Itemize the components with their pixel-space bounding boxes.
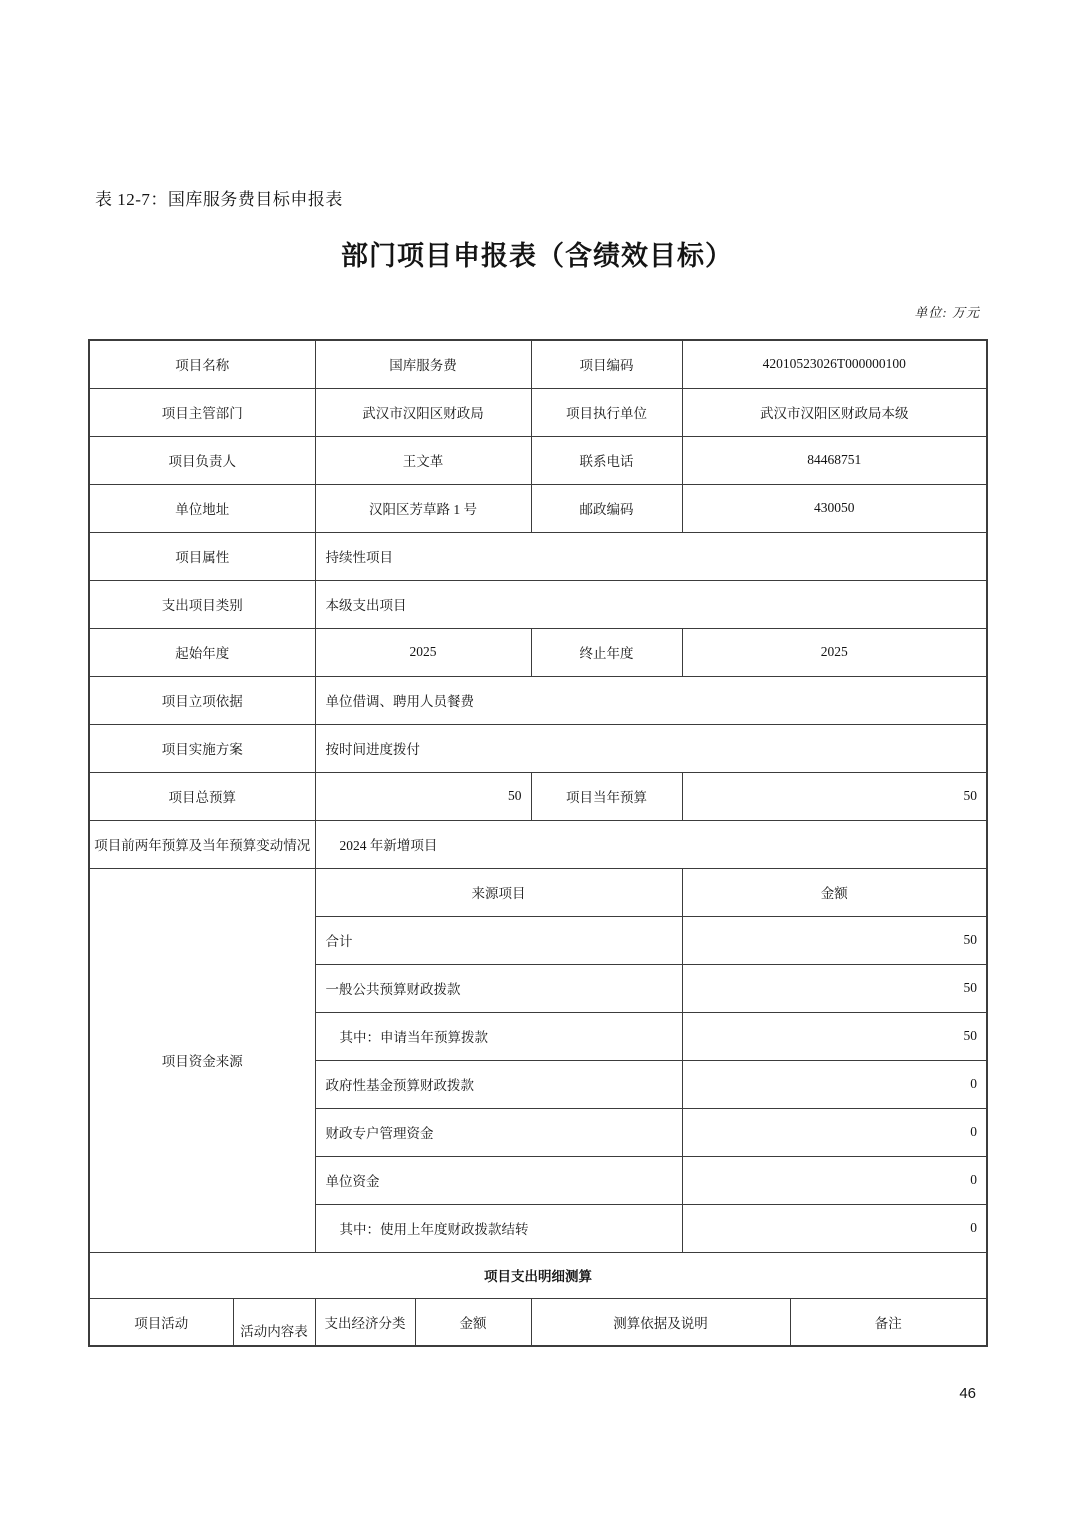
responsible-person-label: 项目负责人: [89, 436, 315, 484]
detail-header-economic-class: 支出经济分类: [315, 1298, 415, 1346]
detail-header-amount: 金额: [415, 1298, 531, 1346]
basis-row-implementation: [89, 724, 987, 772]
project-attribute-value: 持续性项目: [315, 532, 987, 580]
current-year-budget-label: 项目当年预算: [531, 772, 682, 820]
funding-row-amount: 50: [682, 916, 987, 964]
funding-row-source: 一般公共预算财政拨款: [315, 964, 682, 1012]
funding-amount-col-header: 金额: [682, 868, 987, 916]
address-label: 单位地址: [89, 484, 315, 532]
funding-row-source: 其中：使用上年度财政拨款结转: [315, 1204, 682, 1252]
info-row-address: [89, 484, 987, 532]
page-number: 46: [959, 1385, 976, 1402]
funding-row-source: 政府性基金预算财政拨款: [315, 1060, 682, 1108]
total-budget-label: 项目总预算: [89, 772, 315, 820]
expense-category-value: 本级支出项目: [315, 580, 987, 628]
project-code-label: 项目编码: [531, 340, 682, 388]
detail-header-row: [89, 1298, 987, 1346]
detail-section-title: 项目支出明细测算: [89, 1252, 987, 1298]
implementation-plan-label: 项目实施方案: [89, 724, 315, 772]
phone-value: 84468751: [682, 436, 987, 484]
attr-row-project-attribute: [89, 532, 987, 580]
project-code-value: 42010523026T000000100: [682, 340, 987, 388]
funding-row-amount: 0: [682, 1060, 987, 1108]
end-year-value: 2025: [682, 628, 987, 676]
funding-row-source: 财政专户管理资金: [315, 1108, 682, 1156]
implementation-plan-value: 按时间进度拨付: [315, 724, 987, 772]
detail-header-activity: 项目活动: [89, 1298, 233, 1346]
year-row: [89, 628, 987, 676]
total-budget-value: 50: [315, 772, 531, 820]
funding-source-col-header: 来源项目: [315, 868, 682, 916]
funding-source-label: 项目资金来源: [89, 868, 315, 1252]
project-attribute-label: 项目属性: [89, 532, 315, 580]
funding-row-amount: 0: [682, 1156, 987, 1204]
responsible-person-value: 王文革: [315, 436, 531, 484]
postal-code-label: 邮政编码: [531, 484, 682, 532]
expense-category-label: 支出项目类别: [89, 580, 315, 628]
funding-row-amount: 0: [682, 1204, 987, 1252]
table-caption: 表 12-7：国库服务费目标申报表: [95, 190, 343, 209]
phone-label: 联系电话: [531, 436, 682, 484]
project-name-value: 国库服务费: [315, 340, 531, 388]
start-year-label: 起始年度: [89, 628, 315, 676]
basis-row-justification: [89, 676, 987, 724]
justification-label: 项目立项依据: [89, 676, 315, 724]
end-year-label: 终止年度: [531, 628, 682, 676]
funding-header-row: [89, 868, 987, 916]
prev-budget-row: [89, 820, 987, 868]
funding-row-amount: 0: [682, 1108, 987, 1156]
funding-row-source: 其中：申请当年预算拨款: [315, 1012, 682, 1060]
detail-header-activity-content: 活动内容表: [233, 1298, 315, 1346]
current-year-budget-value: 50: [682, 772, 987, 820]
project-name-label: 项目名称: [89, 340, 315, 388]
postal-code-value: 430050: [682, 484, 987, 532]
funding-row-amount: 50: [682, 1012, 987, 1060]
info-row-project-name: [89, 340, 987, 388]
unit-note: 单位: 万元: [914, 305, 980, 320]
executing-unit-label: 项目执行单位: [531, 388, 682, 436]
start-year-value: 2025: [315, 628, 531, 676]
detail-header-basis: 测算依据及说明: [531, 1298, 790, 1346]
prev-budget-label: 项目前两年预算及当年预算变动情况: [89, 820, 315, 868]
prev-budget-value: 2024 年新增项目: [315, 820, 987, 868]
detail-header-remarks: 备注: [790, 1298, 987, 1346]
form-title: 部门项目申报表（含绩效目标）: [341, 241, 733, 271]
justification-value: 单位借调、聘用人员餐费: [315, 676, 987, 724]
budget-row: [89, 772, 987, 820]
attr-row-expense-category: [89, 580, 987, 628]
info-row-departments: [89, 388, 987, 436]
funding-row-source: 合计: [315, 916, 682, 964]
supervising-dept-label: 项目主管部门: [89, 388, 315, 436]
project-declaration-table: [88, 339, 988, 1347]
funding-row-amount: 50: [682, 964, 987, 1012]
detail-section-title-row: [89, 1252, 987, 1298]
executing-unit-value: 武汉市汉阳区财政局本级: [682, 388, 987, 436]
funding-row-source: 单位资金: [315, 1156, 682, 1204]
address-value: 汉阳区芳草路 1 号: [315, 484, 531, 532]
supervising-dept-value: 武汉市汉阳区财政局: [315, 388, 531, 436]
info-row-contact: [89, 436, 987, 484]
